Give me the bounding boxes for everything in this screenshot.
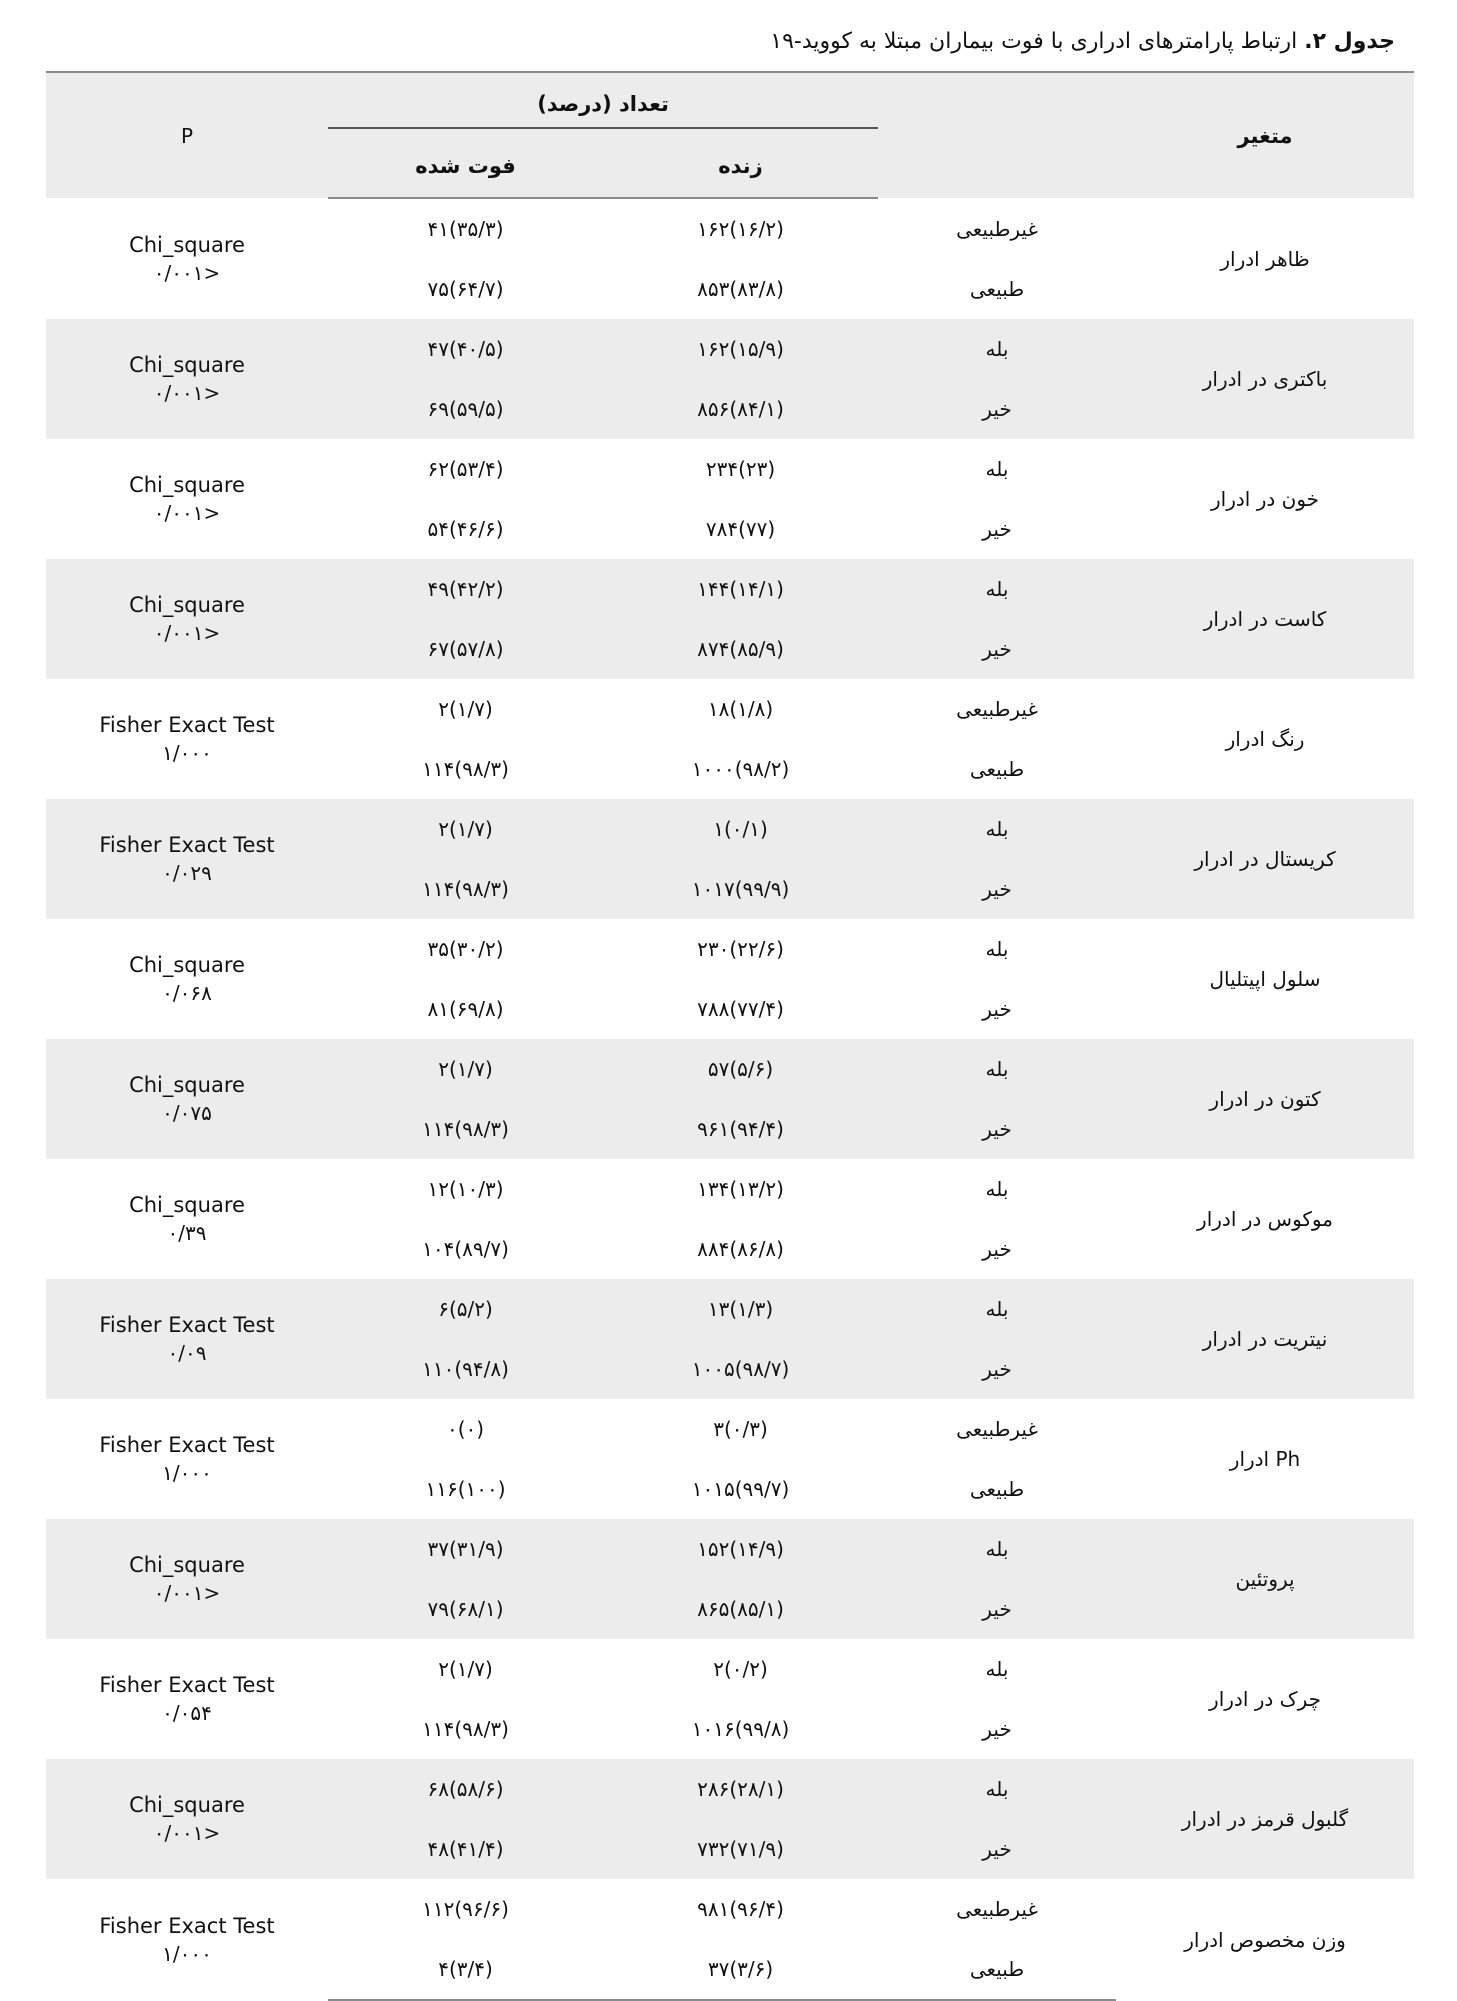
dead-count: ۶۸(۵۸/۶) [328, 1759, 603, 1819]
dead-count: ۲(۱/۷) [328, 799, 603, 859]
p-value-cell [46, 1039, 328, 1159]
level-label: بله [878, 559, 1116, 619]
dead-count: ۱۱۲(۹۶/۶) [422, 1897, 509, 1921]
dead-count: ۲(۱/۷) [438, 1657, 493, 1681]
level-label: خیر [982, 517, 1012, 541]
p-value: ۰/۰۶۸ [162, 981, 212, 1005]
alive-count: ۱۰۰۰(۹۸/۲) [691, 757, 790, 781]
variable-name: گلبول قرمز در ادرار [1116, 1759, 1414, 1879]
test-name: Chi_square [129, 1793, 245, 1817]
dead-count: ۶۲(۵۳/۴) [427, 457, 504, 481]
test-name: Chi_square [129, 232, 245, 257]
dead-count: ۴۷(۴۰/۵) [328, 319, 603, 379]
table-row [46, 319, 1414, 379]
p-value-cell [46, 1879, 328, 2000]
urine-parameters-table [46, 71, 1414, 2001]
level-label: طبیعی [878, 1939, 1116, 2000]
dead-count: ۲(۱/۷) [328, 1039, 603, 1099]
p-value: ۱/۰۰۰ [162, 1461, 212, 1485]
variable-name: رنگ ادرار [1225, 727, 1305, 751]
level-label: خیر [878, 1819, 1116, 1879]
table-row [46, 1039, 1414, 1099]
dead-count: ۶۷(۵۷/۸) [328, 619, 603, 679]
dead-count: ۰(۰) [446, 1417, 485, 1441]
header-count-percent-label: تعداد (درصد) [537, 92, 669, 116]
alive-count: ۱۶۲(۱۶/۲) [697, 217, 784, 241]
test-name: Fisher Exact Test [99, 1673, 275, 1697]
variable-name: ظاهر ادرار [1220, 246, 1310, 271]
table-body [46, 198, 1414, 2000]
p-value-cell [46, 1759, 328, 1879]
header-p: P [46, 72, 328, 198]
dead-count: ۶۹(۵۹/۵) [328, 379, 603, 439]
p-value: ۰/۳۹ [167, 1221, 207, 1245]
table-row [46, 198, 1414, 259]
variable-name: وزن مخصوص ادرار [1184, 1927, 1346, 1952]
dead-count: ۷۹(۶۸/۱) [328, 1579, 603, 1639]
alive-count: ۹۸۱(۹۶/۴) [697, 1897, 784, 1921]
variable-name: نیتریت در ادرار [1116, 1279, 1414, 1399]
level-label: خیر [982, 1237, 1012, 1261]
variable-name: کاست در ادرار [1116, 559, 1414, 679]
dead-count: ۵۴(۴۶/۶) [427, 517, 504, 541]
level-label: بله [985, 1177, 1009, 1201]
table-row [46, 559, 1414, 619]
dead-count: ۱۱۴(۹۸/۳) [422, 757, 509, 781]
p-value-cell [46, 1399, 328, 1519]
p-value: <۰/۰۰۱ [153, 381, 221, 405]
dead-count: ۴(۳/۴) [328, 1939, 603, 2000]
alive-count: ۱۵۲(۱۴/۹) [603, 1519, 878, 1579]
test-name: Chi_square [129, 1553, 245, 1577]
variable-name: سلول اپیتلیال [1209, 967, 1321, 991]
alive-count: ۲(۰/۲) [713, 1657, 768, 1681]
table-row [46, 919, 1414, 979]
alive-count: ۱۰۰۵(۹۸/۷) [603, 1339, 878, 1399]
alive-count: ۱۰۱۷(۹۹/۹) [603, 859, 878, 919]
p-value-cell [46, 439, 328, 559]
level-label: غیرطبیعی [956, 1417, 1038, 1441]
alive-count: ۵۷(۵/۶) [603, 1039, 878, 1099]
dead-count: ۱۰۴(۸۹/۷) [422, 1237, 509, 1261]
p-value-cell [46, 1519, 328, 1639]
level-label: خیر [878, 619, 1116, 679]
test-name: Chi_square [129, 593, 245, 617]
table-row [46, 1279, 1414, 1339]
p-value: ۰/۰۵۴ [162, 1701, 212, 1725]
dead-count: ۳۷(۳۱/۹) [328, 1519, 603, 1579]
table-row [46, 799, 1414, 859]
p-value: <۰/۰۰۱ [153, 260, 221, 285]
p-value-cell [46, 1159, 328, 1279]
p-value: ۰/۰۹ [167, 1341, 207, 1365]
table-row [46, 1759, 1414, 1819]
header-group-rule [328, 127, 878, 129]
dead-count: ۱۱۴(۹۸/۳) [328, 1099, 603, 1159]
variable-name: کتون در ادرار [1116, 1039, 1414, 1159]
header-level-blank [878, 72, 1116, 198]
alive-count: ۱۶۲(۱۵/۹) [603, 319, 878, 379]
p-value: ۰/۰۷۵ [162, 1101, 212, 1125]
p-value-cell [46, 198, 328, 319]
level-label: بله [878, 1519, 1116, 1579]
table-row [46, 1399, 1414, 1459]
table-row [46, 1639, 1414, 1699]
test-name: Fisher Exact Test [99, 833, 275, 857]
p-value: ۱/۰۰۰ [162, 1941, 212, 1966]
test-name: Fisher Exact Test [99, 713, 275, 737]
test-name: Fisher Exact Test [99, 1313, 275, 1337]
caption-label: جدول ۲. [1304, 29, 1395, 54]
variable-name: چرک در ادرار [1209, 1687, 1321, 1711]
level-label: خیر [878, 1579, 1116, 1639]
alive-count: ۳(۰/۳) [713, 1417, 768, 1441]
dead-count: ۱۱۰(۹۴/۸) [328, 1339, 603, 1399]
dead-count: ۶(۵/۲) [328, 1279, 603, 1339]
level-label: غیرطبیعی [956, 1897, 1038, 1921]
level-label: خیر [982, 997, 1012, 1021]
test-name: Chi_square [129, 473, 245, 497]
table-row [46, 679, 1414, 739]
level-label: طبیعی [969, 1477, 1025, 1501]
header-dead: فوت شده [328, 135, 603, 198]
alive-count: ۱(۰/۱) [603, 799, 878, 859]
dead-count: ۷۵(۶۴/۷) [427, 277, 504, 301]
variable-name: کریستال در ادرار [1116, 799, 1414, 919]
variable-name: باکتری در ادرار [1116, 319, 1414, 439]
table-caption [95, 26, 1395, 58]
table-row [46, 1519, 1414, 1579]
level-label: خیر [878, 379, 1116, 439]
level-label: خیر [982, 1717, 1012, 1741]
test-name: Fisher Exact Test [99, 1913, 275, 1938]
p-value: ۰/۰۲۹ [162, 861, 212, 885]
variable-name: خون در ادرار [1211, 487, 1320, 511]
p-value: <۰/۰۰۱ [153, 1821, 221, 1845]
p-value-cell [46, 1639, 328, 1759]
header-variable: متغیر [1116, 72, 1414, 198]
alive-count: ۲۸۶(۲۸/۱) [603, 1759, 878, 1819]
variable-name: موکوس در ادرار [1197, 1207, 1333, 1231]
test-name: Chi_square [129, 1073, 245, 1097]
alive-count: ۸۷۴(۸۵/۹) [603, 619, 878, 679]
level-label: بله [878, 1279, 1116, 1339]
dead-count: ۳۵(۳۰/۲) [427, 937, 504, 961]
p-value-cell [46, 799, 328, 919]
alive-count: ۲۳۰(۲۲/۶) [697, 937, 784, 961]
alive-count: ۸۶۵(۸۵/۱) [603, 1579, 878, 1639]
header-alive: زنده [603, 135, 878, 198]
dead-count: ۲(۱/۷) [438, 697, 493, 721]
table-row [46, 1159, 1414, 1219]
dead-count: ۴۸(۴۱/۴) [328, 1819, 603, 1879]
p-value: <۰/۰۰۱ [153, 621, 221, 645]
p-value-cell [46, 679, 328, 799]
test-name: Fisher Exact Test [99, 1433, 275, 1457]
alive-count: ۱۳۴(۱۳/۲) [697, 1177, 784, 1201]
caption-text: ارتباط پارامترهای ادراری با فوت بیماران مبتلا به کووید-۱۹ [770, 29, 1298, 54]
dead-count: ۴۹(۴۲/۲) [328, 559, 603, 619]
alive-count: ۸۵۳(۸۳/۸) [697, 277, 784, 301]
p-value: <۰/۰۰۱ [153, 1581, 221, 1605]
dead-count: ۴۱(۳۵/۳) [427, 217, 504, 241]
alive-count: ۷۸۸(۷۷/۴) [697, 997, 784, 1021]
level-label: غیرطبیعی [956, 697, 1038, 721]
alive-count: ۱۴۴(۱۴/۱) [603, 559, 878, 619]
test-name: Chi_square [129, 1193, 245, 1217]
level-label: بله [985, 457, 1009, 481]
level-label: خیر [878, 1339, 1116, 1399]
dead-count: ۱۲(۱۰/۳) [427, 1177, 504, 1201]
dead-count: ۱۱۴(۹۸/۳) [328, 859, 603, 919]
table-row [46, 439, 1414, 499]
level-label: خیر [878, 859, 1116, 919]
header-count-percent [328, 72, 878, 135]
p-value-cell [46, 319, 328, 439]
table-row [46, 1879, 1414, 1939]
dead-count: ۱۱۴(۹۸/۳) [422, 1717, 509, 1741]
level-label: بله [878, 1039, 1116, 1099]
alive-count: ۱۸(۱/۸) [707, 697, 774, 721]
p-value-cell [46, 1279, 328, 1399]
level-label: بله [878, 799, 1116, 859]
level-label: طبیعی [969, 277, 1025, 301]
alive-count: ۱۳(۱/۳) [603, 1279, 878, 1339]
level-label: غیرطبیعی [956, 216, 1038, 241]
level-label: طبیعی [969, 757, 1025, 781]
test-name: Chi_square [129, 953, 245, 977]
level-label: بله [985, 937, 1009, 961]
p-value-cell [46, 559, 328, 679]
dead-count: ۱۱۶(۱۰۰) [425, 1477, 506, 1501]
alive-count: ۷۳۲(۷۱/۹) [603, 1819, 878, 1879]
p-value: <۰/۰۰۱ [153, 501, 221, 525]
alive-count: ۱۰۱۵(۹۹/۷) [691, 1477, 790, 1501]
variable-name: Ph ادرار [1229, 1447, 1301, 1471]
level-label: بله [985, 1657, 1009, 1681]
alive-count: ۷۸۴(۷۷) [705, 517, 776, 541]
alive-count: ۸۸۴(۸۶/۸) [697, 1237, 784, 1261]
p-value: ۱/۰۰۰ [162, 741, 212, 765]
alive-count: ۸۵۶(۸۴/۱) [603, 379, 878, 439]
alive-count: ۳۷(۳/۶) [603, 1939, 878, 2000]
level-label: بله [878, 319, 1116, 379]
test-name: Chi_square [129, 353, 245, 377]
level-label: بله [878, 1759, 1116, 1819]
dead-count: ۸۱(۶۹/۸) [427, 997, 504, 1021]
p-value-cell [46, 919, 328, 1039]
alive-count: ۹۶۱(۹۴/۴) [603, 1099, 878, 1159]
level-label: خیر [878, 1099, 1116, 1159]
alive-count: ۲۳۴(۲۳) [705, 457, 776, 481]
alive-count: ۱۰۱۶(۹۹/۸) [691, 1717, 790, 1741]
variable-name: پروتئین [1116, 1519, 1414, 1639]
